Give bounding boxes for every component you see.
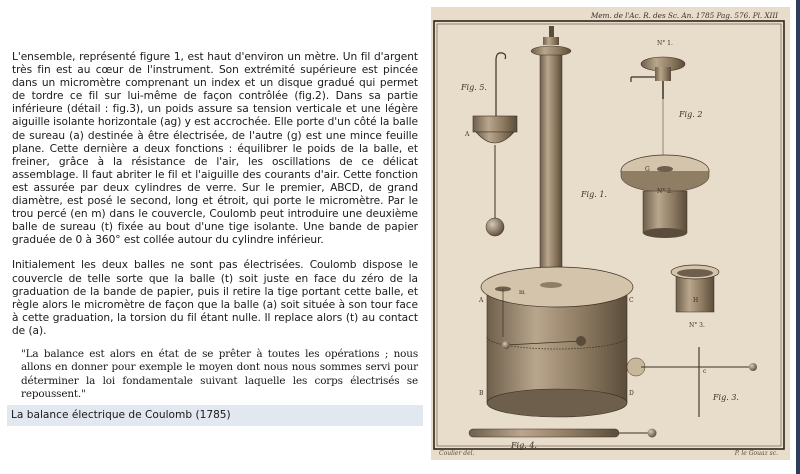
paragraph-description: L'ensemble, représenté figure 1, est haut d'environ un mètre. Un fil d'argent très fin est au cœur de l'instrument. Son extrémité supérieure est pincée dans un micromètre comprenant un index et un disque gradué qui permet de tordre ce fil sur lui-même de façon contrôlée (fig.2). Dans sa partie inférieure (détail : fig.3), un poids assure sa tension verticale et une légère aiguille isolante horizontale (ag) y est accrochée. Elle porte d'un côté la balle de sureau (a) destinée à être électrisée, de l'autre (g) est une mince feuille plane. Cette dernière a deux fonctions : équilibrer le poids de la balle, et freiner, grâce à la résistance de l'air, les oscillations de ce délicat assemblage. Il faut abriter le fil et l'aiguille des courants d'air. Cette fonction est assurée par deux cylindres de verre. Sur le premier, ABCD, de grand diamètre, est posé le second, long et étroit, qui porte le micromètre. Par le trou percé (en m) dans le couvercle, Coulomb peut introduire une deuxième balle de sureau (t) fixée au bout d'une tige isolante. Une bande de papier graduée de 0 à 360° est collée autour du cylindre inférieur. — [12, 51, 418, 247]
article-body — [12, 51, 418, 402]
figure-5-weight — [460, 53, 517, 236]
svg-text:C: C — [629, 297, 634, 304]
svg-text:B: B — [479, 390, 484, 397]
svg-text:H: H — [693, 297, 699, 304]
credit-engraver: P. le Gouaz sc. — [734, 450, 778, 457]
svg-text:N° 1.: N° 1. — [657, 40, 673, 47]
paragraph-procedure: Initialement les deux balles ne sont pas électrisées. Coulomb dispose le couvercle de telle sorte que la balle (t) soit juste en face du zéro de la graduation de la bande de papier, puis il retire la tige portant cette balle, et règle alors le micromètre de façon que la balle (a) soit située à son tour face à cette graduation, la torsion du fil étant nulle. Il replace alors (t) au contact de (a). — [12, 259, 418, 337]
svg-text:m: m — [519, 289, 525, 296]
image-caption-bar — [7, 405, 423, 426]
svg-text:G: G — [645, 166, 650, 173]
window-edge — [796, 0, 800, 474]
fig-4-label: Fig. 4. — [511, 441, 537, 450]
small-cylinder-h — [671, 265, 719, 329]
figure-2-micrometer — [621, 40, 709, 238]
engraving-plate — [431, 7, 790, 460]
fig-3-label: Fig. 3. — [713, 393, 739, 402]
image-caption: La balance électrique de Coulomb (1785) — [11, 409, 231, 421]
svg-text:c: c — [703, 368, 707, 375]
fig-5-label: Fig. 5. — [461, 83, 487, 92]
coulomb-quote: "La balance est alors en état de se prêter à toutes les opérations ; nous allons en donner pour exemple le moyen dont nous nous sommes servi pour déterminer la loi fondamentale suivant laquelle les corps électrisés se repoussent." — [21, 347, 418, 401]
figure-3-needle — [627, 347, 757, 417]
svg-text:A: A — [479, 297, 484, 304]
credit-draughtsman: Coulier del. — [439, 450, 475, 457]
fig-1-label: Fig. 1. — [581, 190, 607, 199]
svg-text:A: A — [465, 131, 470, 138]
figure-1-column — [531, 26, 607, 283]
svg-text:N° 3.: N° 3. — [689, 322, 705, 329]
fig-2-label: Fig. 2 — [679, 110, 703, 119]
plate-heading: Mem. de l'Ac. R. des Sc. An. 1785 Pag. 576. Pl. XIII — [590, 11, 778, 20]
svg-text:D: D — [629, 390, 634, 397]
main-glass-cylinder — [478, 267, 634, 417]
svg-text:N° 2.: N° 2. — [657, 188, 673, 195]
coulomb-balance-engraving — [431, 7, 790, 460]
figure-4-rod — [469, 429, 657, 451]
